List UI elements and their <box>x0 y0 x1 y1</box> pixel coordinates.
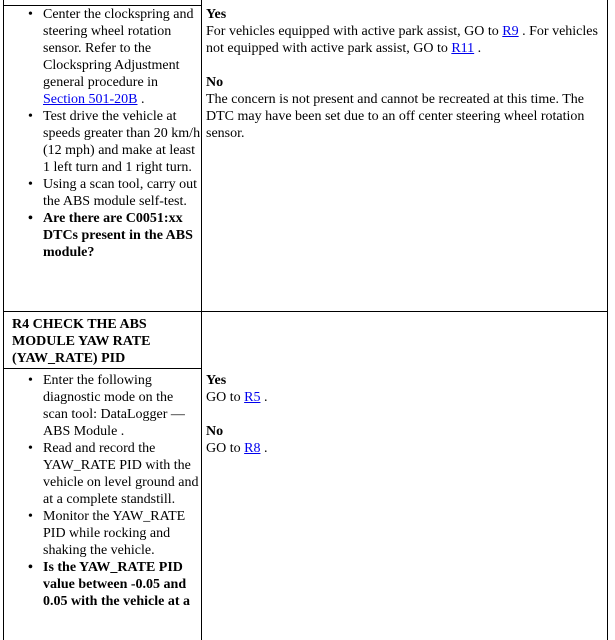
action-item: • Test drive the vehicle at speeds greater than 20 km/h (12 mph) and make at least 1 left turn and 1 right turn. <box>28 109 201 175</box>
yes-label: Yes <box>206 7 227 22</box>
yes-label: Yes <box>206 373 227 388</box>
action-item: • Enter the following diagnostic mode on the scan tool: DataLogger — ABS Module . <box>28 373 185 439</box>
bullet-icon: • <box>28 109 33 124</box>
column-divider <box>201 0 202 640</box>
step-r3-actions <box>4 6 201 261</box>
step-r4-header: R4 CHECK THE ABS MODULE YAW RATE (YAW_RATE) PID <box>12 317 151 366</box>
yes-instruction: For vehicles equipped with active park assist, GO to R9 . For vehicles not equipped with active park assist, GO to R11 . <box>206 24 598 56</box>
r9-link[interactable]: R9 <box>502 24 519 39</box>
no-instruction: The concern is not present and cannot be recreated at this time. The DTC may have been set due to an off center steering wheel rotation sensor. <box>206 92 585 141</box>
row-separator-r3-r4 <box>3 311 607 312</box>
r5-link[interactable]: R5 <box>244 390 261 405</box>
yes-instruction: GO to R5 . <box>206 390 268 405</box>
step-r4-response <box>206 372 602 457</box>
step-r3-response <box>206 6 602 142</box>
no-instruction: GO to R8 . <box>206 441 268 456</box>
bullet-icon: • <box>28 211 33 226</box>
bullet-icon: • <box>28 7 33 22</box>
bullet-icon: • <box>28 560 33 575</box>
r11-link[interactable]: R11 <box>451 41 475 56</box>
r8-link[interactable]: R8 <box>244 441 261 456</box>
question-item: • Is the YAW_RATE PID value between -0.05 and 0.05 with the vehicle at a <box>28 560 190 609</box>
bullet-icon: • <box>28 177 33 192</box>
bullet-icon: • <box>28 373 33 388</box>
section-link[interactable]: Section 501-20B <box>43 92 138 107</box>
action-item: • Center the clockspring and steering wheel rotation sensor. Refer to the Clockspring Adjustment general procedure in Section 501-20B . <box>28 7 194 107</box>
no-label: No <box>206 75 224 90</box>
action-item: • Monitor the YAW_RATE PID while rocking and shaking the vehicle. <box>28 509 186 558</box>
question-item: • Are there are C0051:xx DTCs present in the ABS module? <box>28 211 193 260</box>
no-label: No <box>206 424 224 439</box>
action-item: • Using a scan tool, carry out the ABS module self-test. <box>28 177 197 209</box>
action-item: • Read and record the YAW_RATE PID with the vehicle on level ground and at a complete standstill. <box>28 441 199 507</box>
header-separator-r4 <box>3 368 202 369</box>
step-r4-actions <box>4 372 201 610</box>
bullet-icon: • <box>28 441 33 456</box>
bullet-icon: • <box>28 509 33 524</box>
